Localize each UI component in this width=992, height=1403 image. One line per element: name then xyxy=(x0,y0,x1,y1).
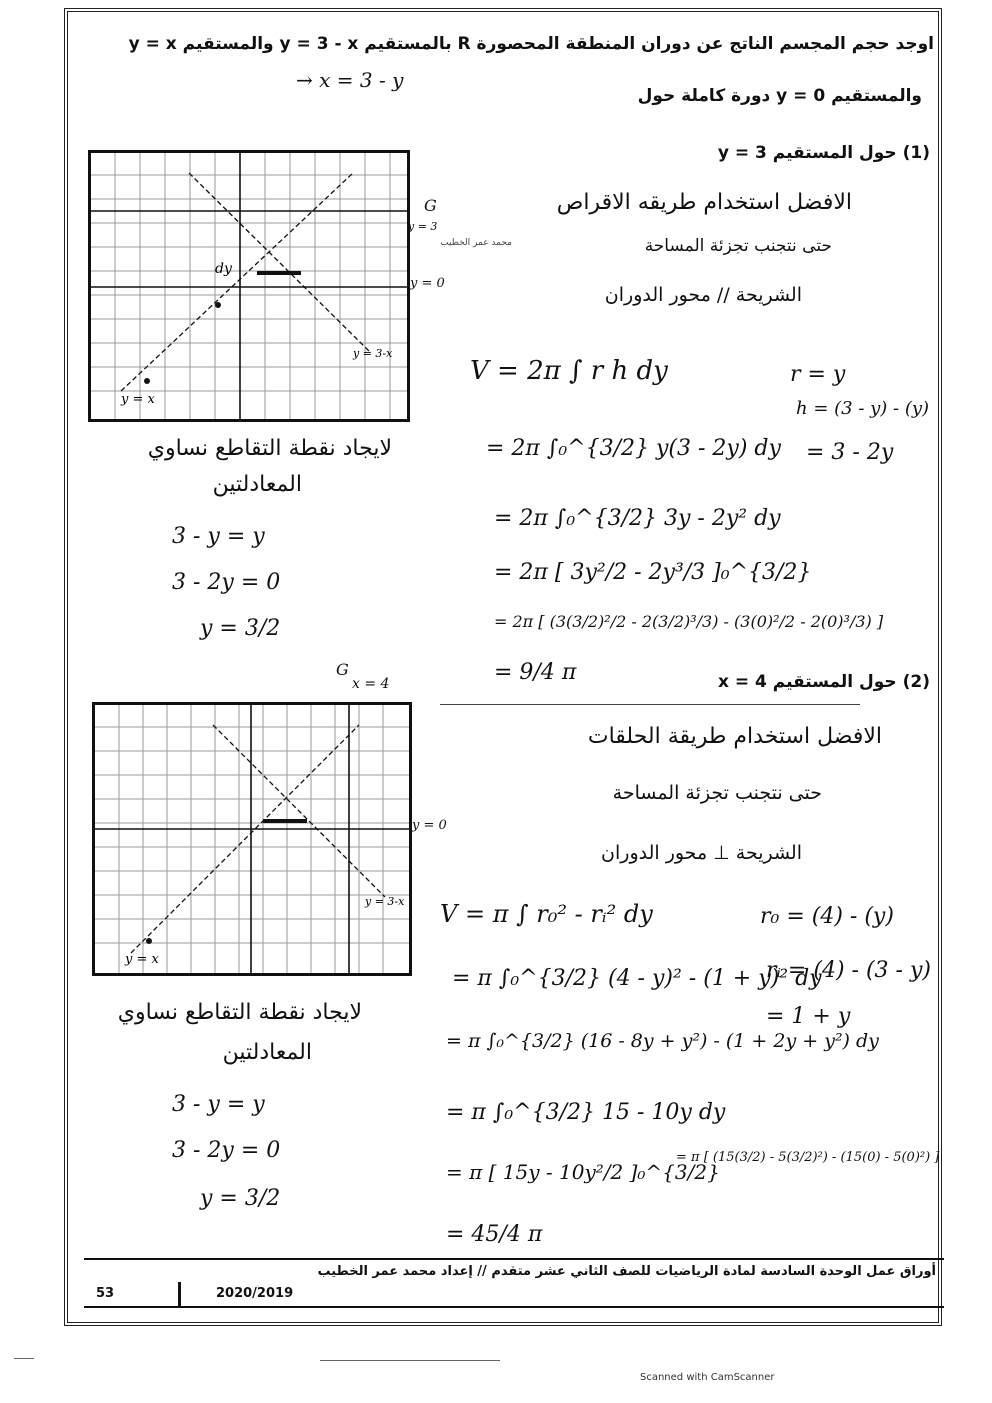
part1-intersect-sub: المعادلتين xyxy=(212,472,302,497)
part2-reason: حتى نتجنب تجزئة المساحة xyxy=(612,782,822,804)
part2-method: الافضل استخدام طريقة الحلقات xyxy=(587,724,882,749)
part1-h-def: h = (3 - y) - (y) xyxy=(796,398,930,419)
part2-eq3: y = 3/2 xyxy=(200,1186,281,1211)
dy-label: dy xyxy=(215,261,232,277)
part2-eq2: 3 - 2y = 0 xyxy=(172,1138,281,1163)
part1-antideriv: = 2π [ 3y²/2 - 2y³/3 ]₀^{3/2} xyxy=(494,560,812,585)
part2-substitute: = π [ (15(3/2) - 5(3/2)²) - (15(0) - 5(0)²) ] xyxy=(676,1150,940,1165)
footer-title: أوراق عمل الوحدة السادسة لمادة الرياضيات للصف الثاني عشر متقدم // إعداد محمد عمر الخطيب xyxy=(317,1264,936,1279)
part2-integral3: = π ∫₀^{3/2} 15 - 10y dy xyxy=(446,1100,726,1125)
page-number-box xyxy=(86,1282,181,1306)
graph-rotation-y3 xyxy=(88,150,410,422)
graph-rotation-x4 xyxy=(92,702,412,976)
part1-eq3: y = 3/2 xyxy=(200,616,281,641)
y3x-label: y = 3-x xyxy=(353,347,393,360)
part2-antideriv: = π [ 15y - 10y²/2 ]₀^{3/2} xyxy=(446,1160,720,1184)
graph1-y3-label: y = 3 xyxy=(408,220,438,233)
point-marker xyxy=(215,302,221,308)
part1-reason: حتى نتجنب تجزئة المساحة xyxy=(644,236,832,256)
part1-r-def: r = y xyxy=(790,362,846,387)
footer-year: 2020/2019 xyxy=(216,1286,294,1301)
y3x-label: y = 3-x xyxy=(365,895,405,908)
graph1-G-label: G xyxy=(424,196,437,215)
graph2-G-label: G xyxy=(336,660,349,679)
grid-lines xyxy=(91,153,407,419)
scanner-watermark: Scanned with CamScanner xyxy=(640,1372,775,1383)
part2-integral2: = π ∫₀^{3/2} (16 - 8y + y²) - (1 + 2y + y²) dy xyxy=(446,1030,879,1052)
part2-intersect-title: لايجاد نقطة التقاطع نساوي xyxy=(117,1000,362,1025)
part2-strip: الشريحة ⊥ محور الدوران xyxy=(601,842,802,864)
footer-rule-top xyxy=(84,1258,944,1260)
part2-integral1: = π ∫₀^{3/2} (4 - y)² - (1 + y)² dy xyxy=(452,966,822,991)
author-note: محمد عمر الخطيب xyxy=(440,238,512,248)
part1-eq2: 3 - 2y = 0 xyxy=(172,570,281,595)
graph2-x4-label: x = 4 xyxy=(352,676,390,692)
question-line2: والمستقيم y = 0 دورة كاملة حول xyxy=(637,86,922,106)
part2-divider xyxy=(440,704,860,705)
line-y-equals-x xyxy=(121,173,353,391)
part1-substitute: = 2π [ (3(3/2)²/2 - 2(3/2)³/3) - (3(0)²/2 - 2(0)³/3) ] xyxy=(494,612,884,631)
part1-strip: الشريحة // محور الدوران xyxy=(604,284,802,306)
yx-label: y = x xyxy=(121,392,155,407)
part1-method: الافضل استخدام طريقه الاقراص xyxy=(556,190,852,215)
part2-intersect-sub: المعادلتين xyxy=(222,1040,312,1065)
point-marker xyxy=(146,938,152,944)
part2-heading: (2) حول المستقيم x = 4 xyxy=(717,672,930,692)
part1-h-result: = 3 - 2y xyxy=(806,440,894,465)
part2-setup: V = π ∫ r₀² - rᵢ² dy xyxy=(440,900,653,928)
part1-heading: (1) حول المستقيم y = 3 xyxy=(717,143,930,163)
part2-ri-def: rᵢ = (4) - (3 - y) xyxy=(766,958,931,983)
part1-result: = 9/4 π xyxy=(494,660,577,685)
point-marker xyxy=(144,378,150,384)
grid-lines xyxy=(95,705,409,973)
part1-integral2: = 2π ∫₀^{3/2} 3y - 2y² dy xyxy=(494,506,781,531)
part2-r0-def: r₀ = (4) - (y) xyxy=(760,904,894,929)
question-note: → x = 3 - y xyxy=(296,68,404,92)
yx-label: y = x xyxy=(125,952,159,967)
question-line1: اوجد حجم المجسم الناتج عن دوران المنطقة المحصورة R بالمستقيم y = 3 - x والمستقيم y = x xyxy=(128,34,934,54)
graph1-y0-label: y = 0 xyxy=(410,276,445,291)
part1-integral1: = 2π ∫₀^{3/2} y(3 - 2y) dy xyxy=(486,436,781,461)
part1-setup: V = 2π ∫ r h dy xyxy=(470,356,668,386)
scan-mark xyxy=(14,1358,34,1359)
graph2-y0-label: y = 0 xyxy=(412,818,447,833)
footer-rule-bottom xyxy=(84,1306,944,1308)
part2-eq1: 3 - y = y xyxy=(172,1092,265,1117)
part1-intersect-title: لايجاد نقطة التقاطع نساوي xyxy=(147,436,392,461)
page-number: 53 xyxy=(96,1286,115,1301)
part2-ri-result: = 1 + y xyxy=(766,1004,851,1029)
scan-mark xyxy=(320,1360,500,1361)
part1-eq1: 3 - y = y xyxy=(172,524,265,549)
part2-result: = 45/4 π xyxy=(446,1222,543,1247)
